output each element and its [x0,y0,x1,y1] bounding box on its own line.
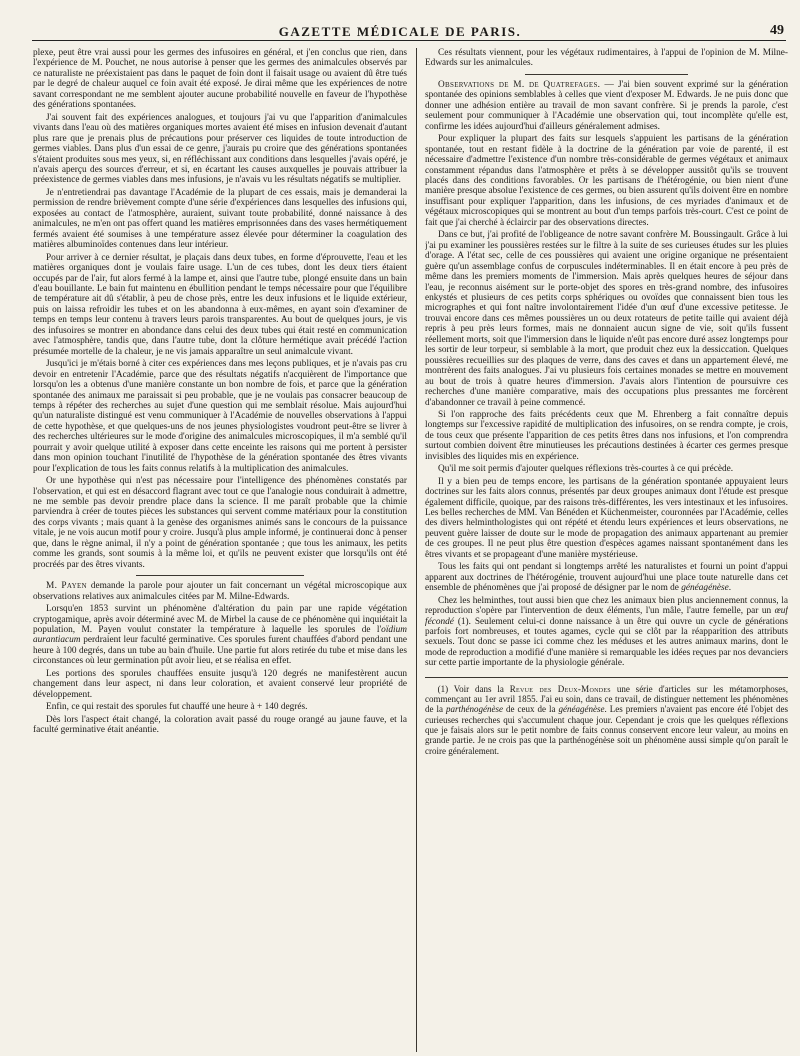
paragraph: Si l'on rapproche des faits précédents ceux que M. Ehrenberg a fait connaître depuis longtemps sur l'excessive rapidité de multiplication des infusoires, on se rendra compte, je crois, de tous ceux que présente l'apparition de ces petits êtres dans nos infusions, et l'on comprendra surtout combien doivent être minutieuses les précautions destinées à écarter ces germes presque invisibles des liquides mis en expérience. [425,409,788,462]
masthead-rule [32,40,786,41]
section-divider [525,74,688,75]
paragraph: Dès lors l'aspect était changé, la coloration avait passé du rouge orangé au jaune fauve, et la faculté germinative était anéantie. [33,714,407,736]
paragraph: Enfin, ce qui restait des sporules fut chauffé une heure à + 140 degrés. [46,702,308,713]
paragraph [425,596,788,669]
journal-reference: Revue des Deux-Mondes [509,683,611,694]
paragraph-observations [425,80,788,132]
paragraph: Jusqu'ici je m'étais borné à citer ces expériences dans mes leçons publiques, et je n'avais pas cru devoir en entretenir l'Académie, parce que des résultats négatifs n'acquièrent de l'importance que lorsqu'on les a obtenus d'une manière constante un bon nombre de fois, et parce que la génération spontanée des animaux me paraissait si peu probable, que je ne voulais pas consacrer beaucoup de temps à répéter des recherches au sujet d'une question qui me semblait résolue. Mais aujourd'hui qu'un naturaliste distingué est venu communiquer à l'Académie de nouvelles observations à l'appui de cette hypothèse, et que quelques-uns de nos jeunes physiologistes voudront peut-être se livrer à des recherches ultérieures sur le mode d'origine des animalcules microscopiques, il m'a semblé qu'il pourrait y avoir quelque utilité à exposer dans cette enceinte les raisons qui me portent à persister dans mon opinion touchant l'inutilité de l'hypothèse de la génération spontanée des êtres vivants pour l'explication de tous les faits connus relatifs à la multiplication des animalcules. [33,359,407,474]
paragraph: Il y a bien peu de temps encore, les partisans de la génération spontanée appuyaient leurs doctrines sur les faits alors connus, présentés par deux groupes animaux dont l'étude est presque également difficile, quoique, par des raisons très-différentes, les vers intestinaux et les infusoires. Les belles recherches de MM. Van Bénéden et Küchenmeister, couronnées par l'Académie, celles des divers helminthologistes qui ont répété et étendu leurs expériences et leurs observations, ne peuvent guère laisser de doute sur le mode de propagation des animaux appartenant au premier de ces groupes. Il ne peut plus être question d'espèces agames naissant spontanément dans les êtres vivants et se propageant d'une manière mystérieuse. [425,476,788,560]
paragraph-text: demande la parole pour ajouter un fait concernant un végétal microscopique aux observations relatives aux animalcules citées par M. Milne-Edwards. [33,581,407,602]
paragraph-text: perdraient leur faculté germinative. Ces sporules furent chauffées d'abord pendant une heure à 100 degrés, dans un tube au bain d'huile. Une partie fut alors retirée du tube et mise dans les circonstances où leur germination pût avoir lieu, et se réalisa en effet. [33,635,407,667]
term: généagénèse [681,583,729,594]
paragraph: Dans ce but, j'ai profité de l'obligeance de notre savant confrère M. Boussingault. Grâce à lui j'ai pu examiner les poussières restées sur le filtre à la suite de ses curieuses études sur les pluies d'orage. A l'état sec, celle de ces poussières qui avaient une origine organique ne présentaient guère qu'un assemblage confus de corpuscules indéterminables. Il en était encore à peu près de même dans les premiers moments de l'immersion. Mais après quelques heures de séjour dans l'eau, je reconnus aisément sur le porte-objet des spores en très-grand nombre, des infusoires enkystés et plusieurs de ces petits corps sphériques ou ovoïdes que connaissent bien tous les micrographes et qui font naître involontairement l'idée d'un œuf d'une excessive petitesse. Je trouvai encore dans ces mêmes poussières un ou deux rotateurs de petite taille qui avaient déjà repris à peu près leurs formes, mais ne donnaient aucun signe de vie, soit qu'ils fussent réellement morts, soit que l'immersion dans le liquide n'eût pas encore duré assez longtemps pour les sortir de leur torpeur, si semblable à la mort, que produit chez eux la dessiccation. Quelques poussières recueillies sur des plaques de verre, dans des caves et dans un appartement élevé, me montrèrent des faits analogues. J'ai vu plusieurs fois certaines monades se mettre en mouvement au bout de trois à quatre heures d'immersion. J'avais alors l'intention de poursuivre ces recherches d'une manière comparative, mais des occupations plus pressantes me forcèrent d'abandonner ce travail à peine commencé. [425,230,788,408]
right-column [425,48,788,1052]
paragraph: Or une hypothèse qui n'est pas nécessaire pour l'intelligence des phénomènes constatés par l'observation, et qui est en désaccord flagrant avec tout ce que l'analogie nous conduirait à admettre, ne me semble pas devoir prendre place dans la science. Il me paraît probable que la chimie parviendra à créer de toutes pièces les substances qui servent comme matériaux pour la constitution des corps vivants ; mais quant à la genèse des organismes animés sans le concours de la puissance vitale, je ne vois aucun motif pour y croire. Jusqu'à plus ample informé, je continuerai donc à penser que, dans le règne animal, il n'y a point de génération spontanée ; que tous les animaux, les petits comme les grands, sont soumis à la même loi, et qu'ils ne peuvent exister que lorsqu'ils ont été procréés par des êtres vivants. [33,476,407,570]
paragraph-payen-intro [33,581,407,602]
paragraph-text: Tous les faits qui ont pendant si longtemps arrêté les naturalistes et fourni un point d'appui apparent aux doctrines de l'hétérogénie, trouvent aujourd'hui une place toute naturelle dans cet ensemble de phénomènes que j'ai proposé de désigner par le nom de [425,562,788,594]
section-divider [136,575,304,576]
paragraph: Pour arriver à ce dernier résultat, je plaçais dans deux tubes, en forme d'éprouvette, l'eau et les matières organiques dont je voulais faire usage. L'un de ces tubes, dont les deux tiers étaient occupés par de l'air, fut alors fermé à la lampe et, ainsi que l'autre tube, plongé ensuite dans un bain d'eau bouillante. Le bain fut maintenu en ébullition pendant le temps nécessaire pour que l'équilibre de température ait dû s'établir, à peu de chose près, entre les deux infusions et le liquide extérieur, puis on laissa refroidir les tubes et on les abandonna à eux-mêmes, en ayant soin d'examiner de temps en temps leur contenu à travers leurs parois transparentes. Au bout de quelques jours, je vis des infusoires se montrer en abondance dans celui des deux tubes qui était resté en communication avec l'atmosphère, tandis que, dans l'autre tube, dont la clôture hermétique avait précédé l'action présumée mortelle de la chaleur, je ne vis jamais apparaître un seul animalcule vivant. [33,252,407,357]
footnote-text: de ceux de la [503,704,559,715]
paragraph-text: (1). Seulement celui-ci donne naissance à un être qui ouvre un cycle de générations parfois fort nombreuses, et toutes agames, cycle qui se clôt par la réapparition des attributs sexuels. Tout donc se passe ici comme chez les méduses et les autres animaux marins, dont le mode de reproduction a modifié d'une manière si remarquable les idées reçues par nos devanciers sur cette partie importante de la physiologie générale. [425,616,788,669]
paragraph [425,562,788,593]
paragraph: plexe, peut être vrai aussi pour les germes des infusoires en général, et j'en conclus que rien, dans l'expérience de M. Pouchet, ne nous autorise à penser que les germes des animalcules observés par ce naturaliste ne préexistaient pas dans le paquet de foin dont il faisait usage ou avaient dû être tués par le degré de chaleur auquel ce foin avait été exposé. Je dirai même que les expériences de notre savant correspondant ne me semblent ajouter aucune probabilité nouvelle en faveur de l'hypothèse des générations spontanées. [33,48,407,111]
paragraph: Ces résultats viennent, pour les végétaux rudimentaires, à l'appui de l'opinion de M. Milne-Edwards sur les animalcules. [425,48,788,69]
section-heading: Observations de M. de Quatrefages. [438,79,601,90]
speaker-name: M. Payen [46,581,87,592]
paragraph-text: . [728,583,732,594]
paragraph: Je n'entretiendrai pas davantage l'Académie de la plupart de ces essais, mais je demanderai la permission de rendre brièvement compte d'une série d'expériences dans lesquelles des infusions qui, exposées au contact de l'atmosphère, auraient, suivant toute probabilité, donné naissance à des animalcules, ne m'en ont pas offert quand les matières emprisonnées dans des vases hermétiquement fermés avaient été soumises à une température assez élevée pour déterminer la coagulation des matières albuminoïdes contenues dans leur intérieur. [33,187,407,251]
paragraph [33,604,407,667]
term: œuf fécondé [425,606,788,627]
paragraph: J'ai souvent fait des expériences analogues, et toujours j'ai vu que l'apparition d'animalcules vivants dans l'eau où des matières organiques mortes avaient été mises en infusion devenait d'autant plus rare que je prenais plus de précautions pour préserver ces liquides de toute introduction de germes viables. Dans plus d'un essai de ce genre, j'aurais pu croire que des générations spontanées s'étaient produites sous mes yeux, si, en réfléchissant aux conditions dans lesquelles j'avais opéré, je n'avais aperçu des sources d'erreur, et si, en écartant les causes auxquelles je pouvais attribuer la préexistence de germes viables dans mes infusions, je n'avais vu les résultats négatifs se multiplier. [33,112,407,186]
term: parthénogénèse [446,704,503,715]
footnote-text: (1) Voir dans la [437,683,510,694]
footnote [425,684,788,756]
paragraph: Pour expliquer la plupart des faits sur lesquels s'appuient les partisans de la génération spontanée, tout en restant fidèle à la doctrine de la génération par voie de parenté, il est nécessaire d'admettre l'existence d'un nombre très-considérable de germes végétaux et animaux constamment répandus dans l'atmosphère et prêts à se développer aussitôt qu'ils se trouvent placés dans des conditions favorables. Or les partisans de l'hétérogénie, ou bien nient d'une manière presque absolue l'existence de ces germes, ou bien assurent qu'ils doivent être en nombre insuffisant pour expliquer l'apparition, dans les infusions, de ces myriades d'animaux et de végétaux microscopiques qui se montrent au bout d'un temps parfois très-court. C'est ce point de fait que j'ai cherché à éclaircir par des observations directes. [425,134,788,228]
species-name: oïdium aurantiacum [33,625,407,646]
column-divider [416,48,417,1052]
paragraph-text: Lorsqu'en 1853 survint un phénomène d'altération du pain par une rapide végétation cryptogamique, après avoir déterminé avec M. de Mirbel la cause de ce phénomène qui inquiétait la population, M. Payen voulut constater la température à laquelle les sporules de l' [33,604,407,636]
journal-title: GAZETTE MÉDICALE DE PARIS. [278,24,522,39]
footnote-text: . Les premiers n'avaient pas encore été l'objet des curieuses recherches qui s'accumulent chaque jour. Cependant je crois que les quelques réflexions que je faisais alors sur le petit nombre de faits connus conservent encore leur valeur, au moins en grande partie. Je ne crois pas que la parthénogénèse soit un phénomène aussi simple qu'on paraît le croire généralement. [425,704,788,756]
paragraph: Qu'il me soit permis d'ajouter quelques réflexions très-courtes à ce qui précède. [438,464,734,475]
page-number: 49 [770,23,784,38]
footnote-divider [425,677,788,678]
paragraph-text: — J'ai bien souvent exprimé sur la génération spontanée des opinions semblables à celles que vient d'exposer M. Edwards. Je ne puis donc que donner une adhésion entière au travail de mon savant confrère. Si je prends la parole, c'est seulement pour communiquer à l'Académie une observation qui, tout incomplète qu'elle est, confirme les idées aujourd'hui d'ailleurs généralement admises. [425,79,788,132]
term: généagénèse [558,704,605,715]
paragraph: Les portions des sporules chauffées ensuite jusqu'à 120 degrés ne manifestèrent aucun changement dans leur aspect, ni dans leur coloration, et avaient conservé leur propriété de développement. [33,668,407,700]
footnote-text: une série d'articles sur les métamorphoses, commençant au 1er avril 1855. J'ai eu soin, dans ce travail, de distinguer nettement les phénomènes de la [425,683,788,715]
left-column [33,48,407,1052]
paragraph-text: Chez les helminthes, tout aussi bien que chez les animaux bien plus anciennement connus, la reproduction s'opère par l'intervention de deux éléments, l'un mâle, l'autre femelle, par un [425,595,788,617]
